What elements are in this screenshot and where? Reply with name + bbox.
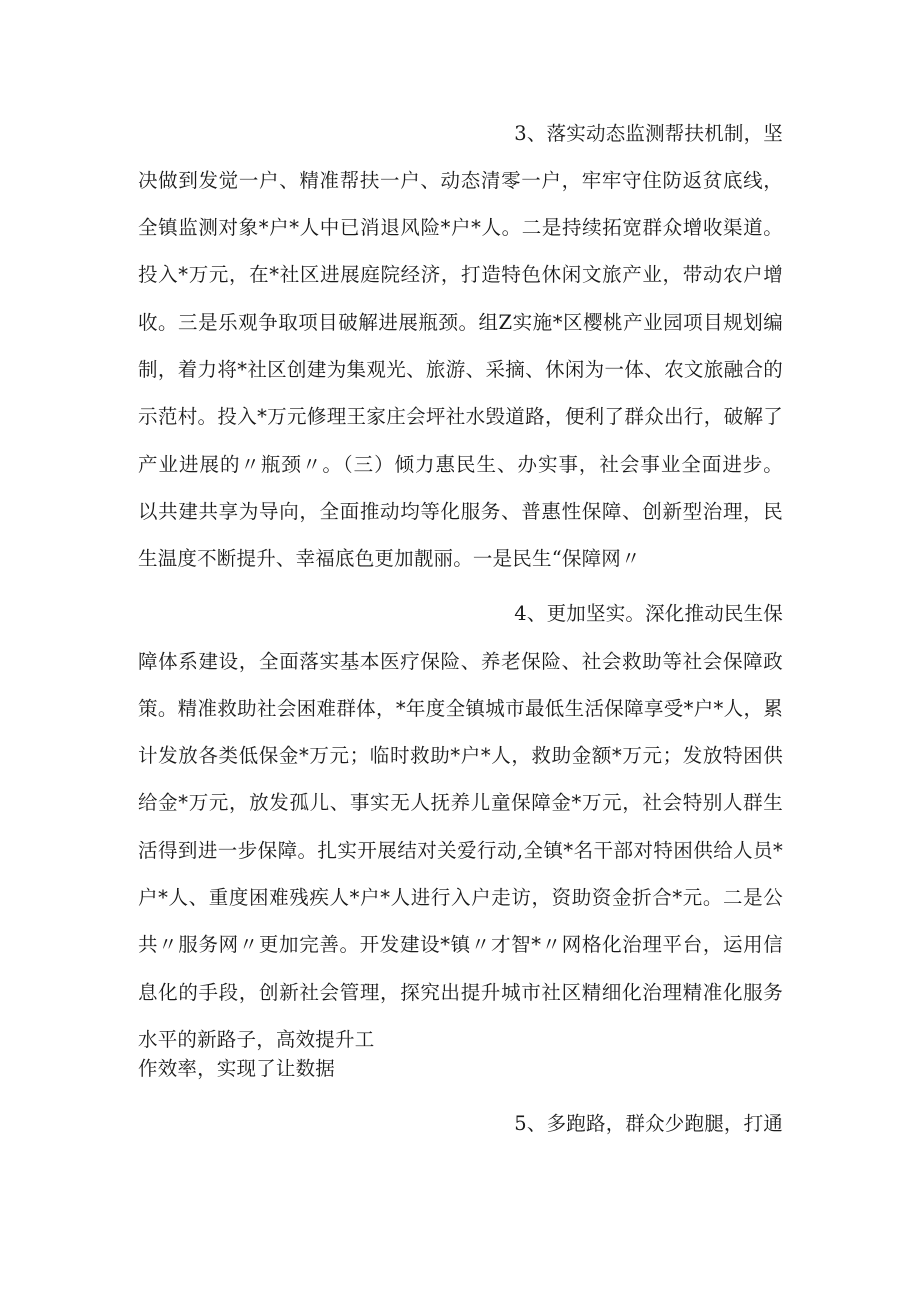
paragraph-line: 计发放各类低保金*万元；临时救助*户*人，救助金额*万元；发放特困供: [138, 744, 783, 767]
paragraph-line: 给金*万元，放发孤儿、事实无人抚养儿童保障金*万元，社会特别人群生: [138, 791, 783, 814]
paragraph-line: 产业进展的〃瓶颈〃。（三）倾力惠民生、办实事，社会事业全面进步。: [138, 453, 783, 476]
paragraph-line: 障体系建设，全面落实基本医疗保险、养老保险、社会救助等社会保障政: [138, 650, 783, 673]
paragraph-line: 收。三是乐观争取项目破解进展瓶颈。组Z实施*区樱桃产业园项目规划编: [138, 311, 783, 334]
paragraph-line: 水平的新路子，高效提升工: [138, 1028, 375, 1051]
paragraph-line: 以共建共享为导向，全面推动均等化服务、普惠性保障、创新型治理，民: [138, 500, 783, 523]
paragraph-line: 作效率，实现了让数据: [138, 1057, 336, 1080]
heading-3: 3、落实动态监测帮扶机制，坚: [514, 122, 783, 145]
paragraph-line: 投入*万元，在*社区进展庭院经济，打造特色休闲文旅产业，带动农户增: [138, 263, 783, 286]
paragraph-line: 制，着力将*社区创建为集观光、旅游、采摘、休闲为一体、农文旅融合的: [138, 358, 783, 381]
paragraph-line: 户*人、重度困难残疾人*户*人进行入户走访，资助资金折合*元。二是公: [138, 886, 783, 909]
paragraph-line: 活得到进一步保障。扎实开展结对关爱行动,全镇*名干部对特困供给人员*: [138, 839, 783, 862]
paragraph-line: 全镇监测对象*户*人中已消退风险*户*人。二是持续拓宽群众增收渠道。: [138, 216, 783, 239]
paragraph-line: 共〃服务网〃更加完善。开发建设*镇〃才智*〃网格化治理平台，运用信: [138, 933, 783, 956]
paragraph-line: 生温度不断提升、幸福底色更加靓丽。一是民生“保障网〃: [138, 547, 641, 570]
heading-5: 5、多跑路，群众少跑腿，打通: [514, 1112, 783, 1135]
paragraph-line: 示范村。投入*万元修理王家庄会坪社水毁道路，便利了群众出行，破解了: [138, 405, 783, 428]
paragraph-line: 策。精准救助社会困难群体，*年度全镇城市最低生活保障享受*户*人，累: [138, 697, 783, 720]
paragraph-line: 息化的手段，创新社会管理，探究出提升城市社区精细化治理精准化服务: [138, 981, 783, 1004]
heading-4: 4、更加坚实。深化推动民生保: [514, 602, 783, 625]
paragraph-line: 决做到发觉一户、精准帮扶一户、动态清零一户，牢牢守住防返贫底线，: [138, 169, 783, 192]
